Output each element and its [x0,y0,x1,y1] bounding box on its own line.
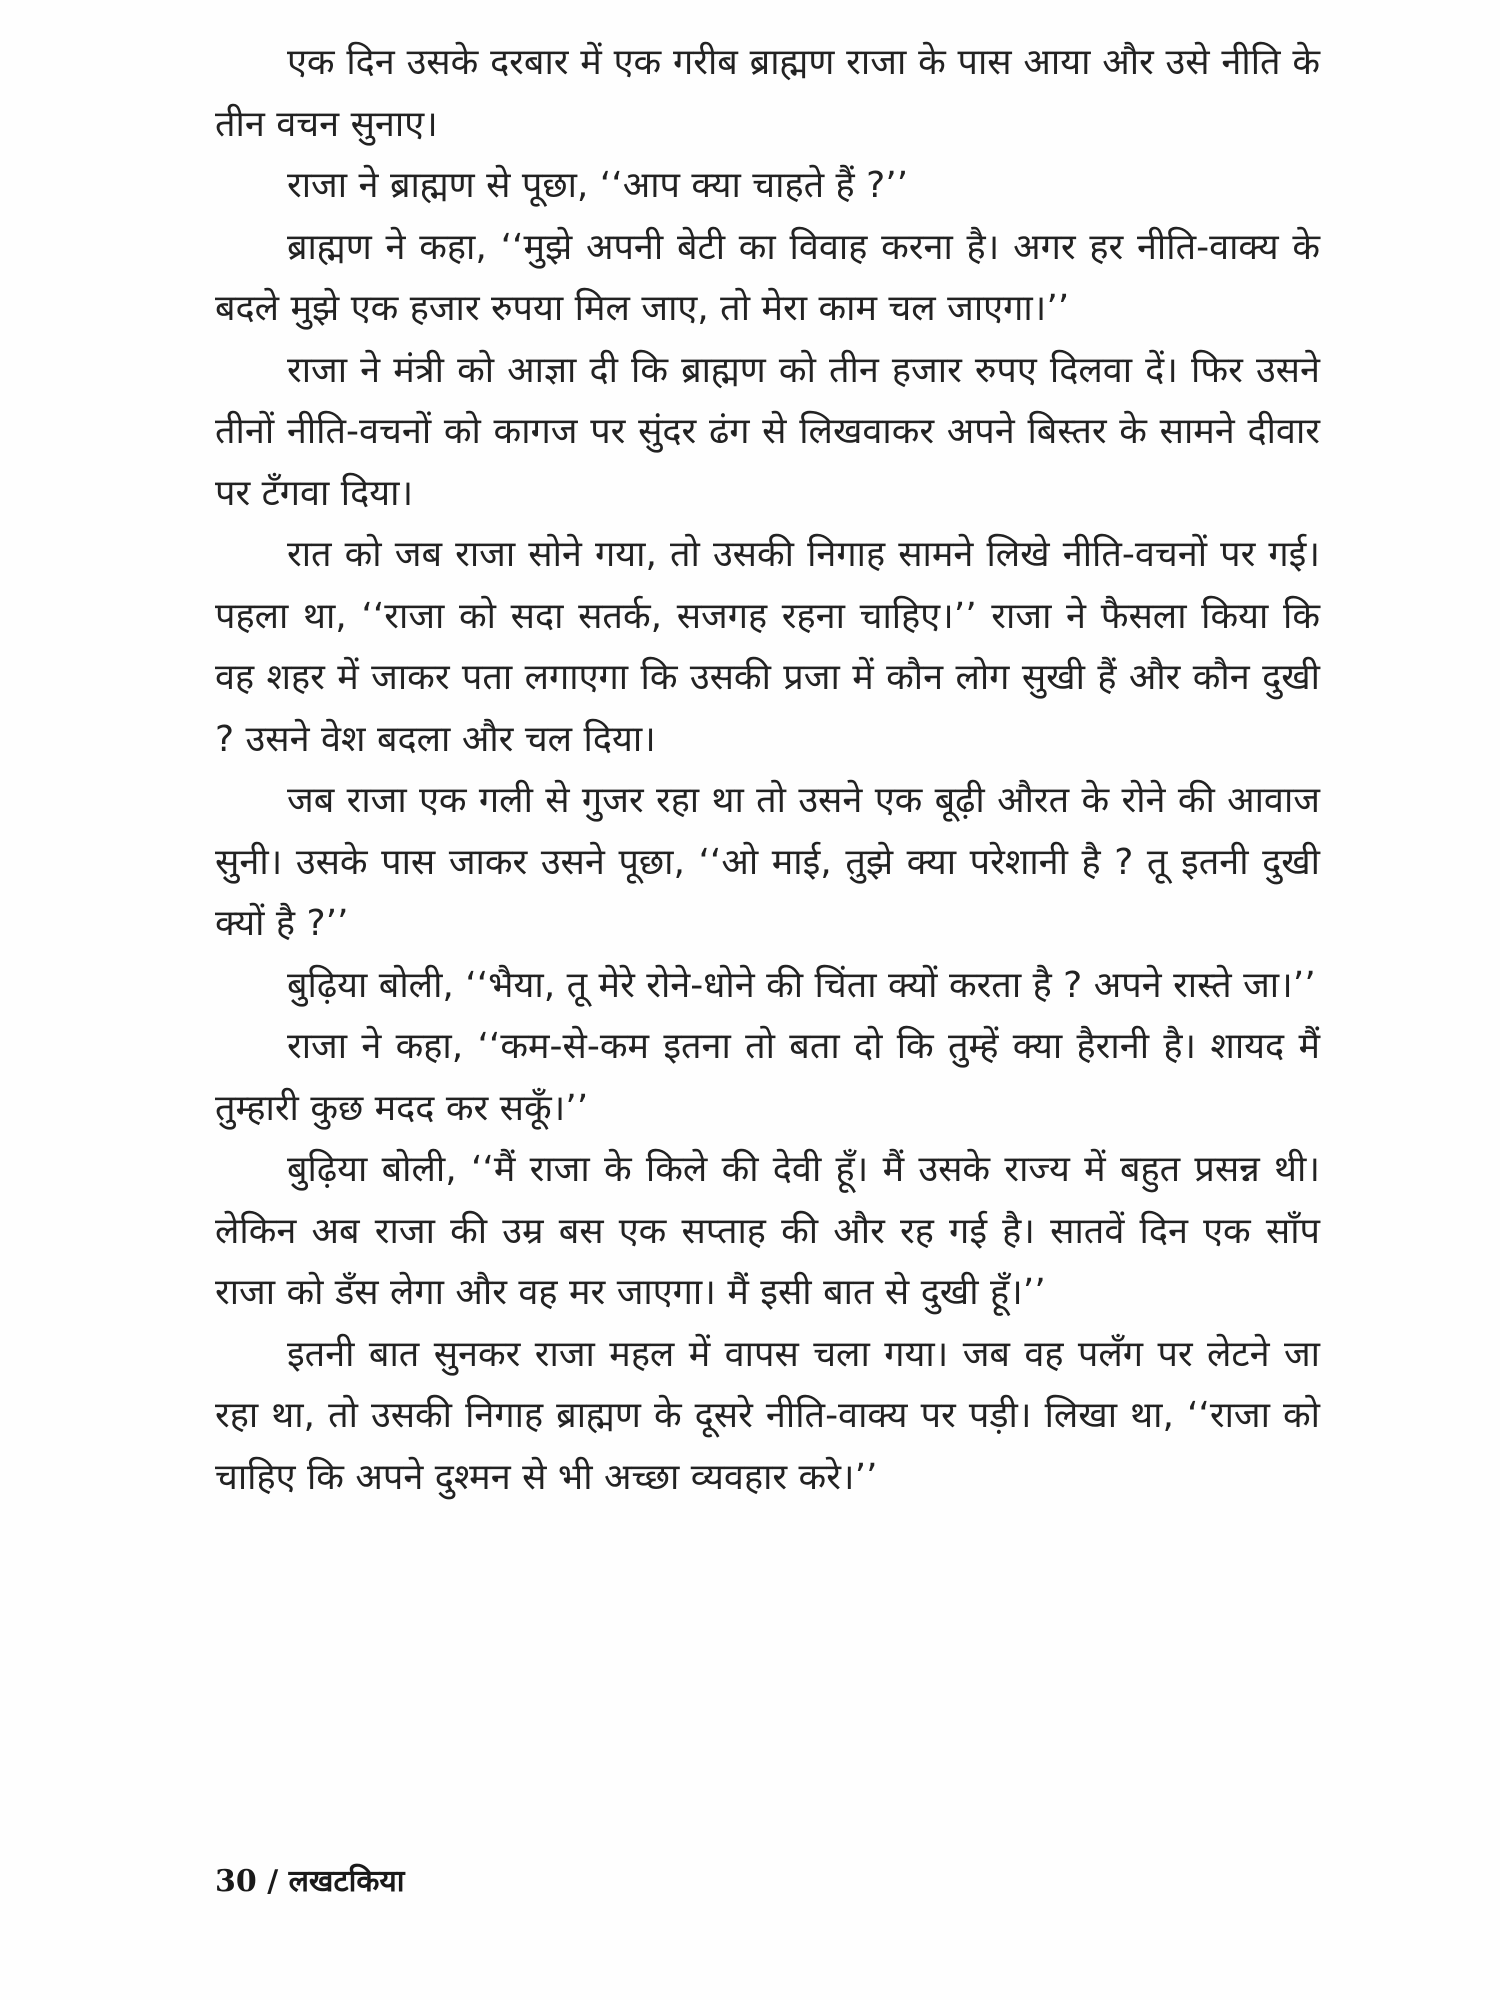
paragraph-8: राजा ने कहा, ‘‘कम-से-कम इतना तो बता दो कि तुम्हें क्या हैरानी है। शायद मैं तुम्हारी कुछ मदद कर सकूँ।’’ [215,1026,1320,1129]
paragraph-9: बुढ़िया बोली, ‘‘मैं राजा के किले की देवी हूँ। मैं उसके राज्य में बहुत प्रसन्न थी। लेकिन अब राजा की उम्र बस एक सप्ताह की और रह गई है। सातवें दिन एक साँप राजा को डँस लेगा और वह मर जाएगा। मैं इसी बात से दुखी हूँ।’’ [215,1149,1320,1313]
paragraph-7: बुढ़िया बोली, ‘‘भैया, तू मेरे रोने-धोने की चिंता क्यों करता है ? अपने रास्ते जा।’’ [287,964,1316,1006]
paragraph-5: रात को जब राजा सोने गया, तो उसकी निगाह सामने लिखे नीति-वचनों पर गई। पहला था, ‘‘राजा को सदा सतर्क, सजगह रहना चाहिए।’’ राजा ने फैसला किया कि वह शहर में जाकर पता लगाएगा कि उसकी प्रजा में कौन लोग सुखी हैं और कौन दुखी ? उसने वेश बदला और चल दिया। [215,534,1320,760]
paragraph-4: राजा ने मंत्री को आज्ञा दी कि ब्राह्मण को तीन हजार रुपए दिलवा दें। फिर उसने तीनों नीति-वचनों को कागज पर सुंदर ढंग से लिखवाकर अपने बिस्तर के सामने दीवार पर टँगवा दिया। [215,349,1320,514]
paragraph-2: राजा ने ब्राह्मण से पूछा, ‘‘आप क्या चाहते हैं ?’’ [287,165,909,206]
paragraph-3: ब्राह्मण ने कहा, ‘‘मुझे अपनी बेटी का विवाह करना है। अगर हर नीति-वाक्य के बदले मुझे एक हजार रुपया मिल जाए, तो मेरा काम चल जाएगा।’’ [215,226,1320,329]
paragraph-1: एक दिन उसके दरबार में एक गरीब ब्राह्मण राजा के पास आया और उसे नीति के तीन वचन सुनाए। [215,42,1320,145]
paragraph-6: जब राजा एक गली से गुजर रहा था तो उसने एक बूढ़ी औरत के रोने की आवाज सुनी। उसके पास जाकर उसने पूछा, ‘‘ओ माई, तुझे क्या परेशानी है ? तू इतनी दुखी क्यों है ?’’ [215,780,1320,944]
page-footer: 30 / लखटकिया [215,1864,405,1899]
page-body-text [215,32,1320,1508]
paragraph-10: इतनी बात सुनकर राजा महल में वापस चला गया। जब वह पलँग पर लेटने जा रहा था, तो उसकी निगाह ब्राह्मण के दूसरे नीति-वाक्य पर पड़ी। लिखा था, ‘‘राजा को चाहिए कि अपने दुश्मन से भी अच्छा व्यवहार करे।’’ [215,1333,1320,1498]
